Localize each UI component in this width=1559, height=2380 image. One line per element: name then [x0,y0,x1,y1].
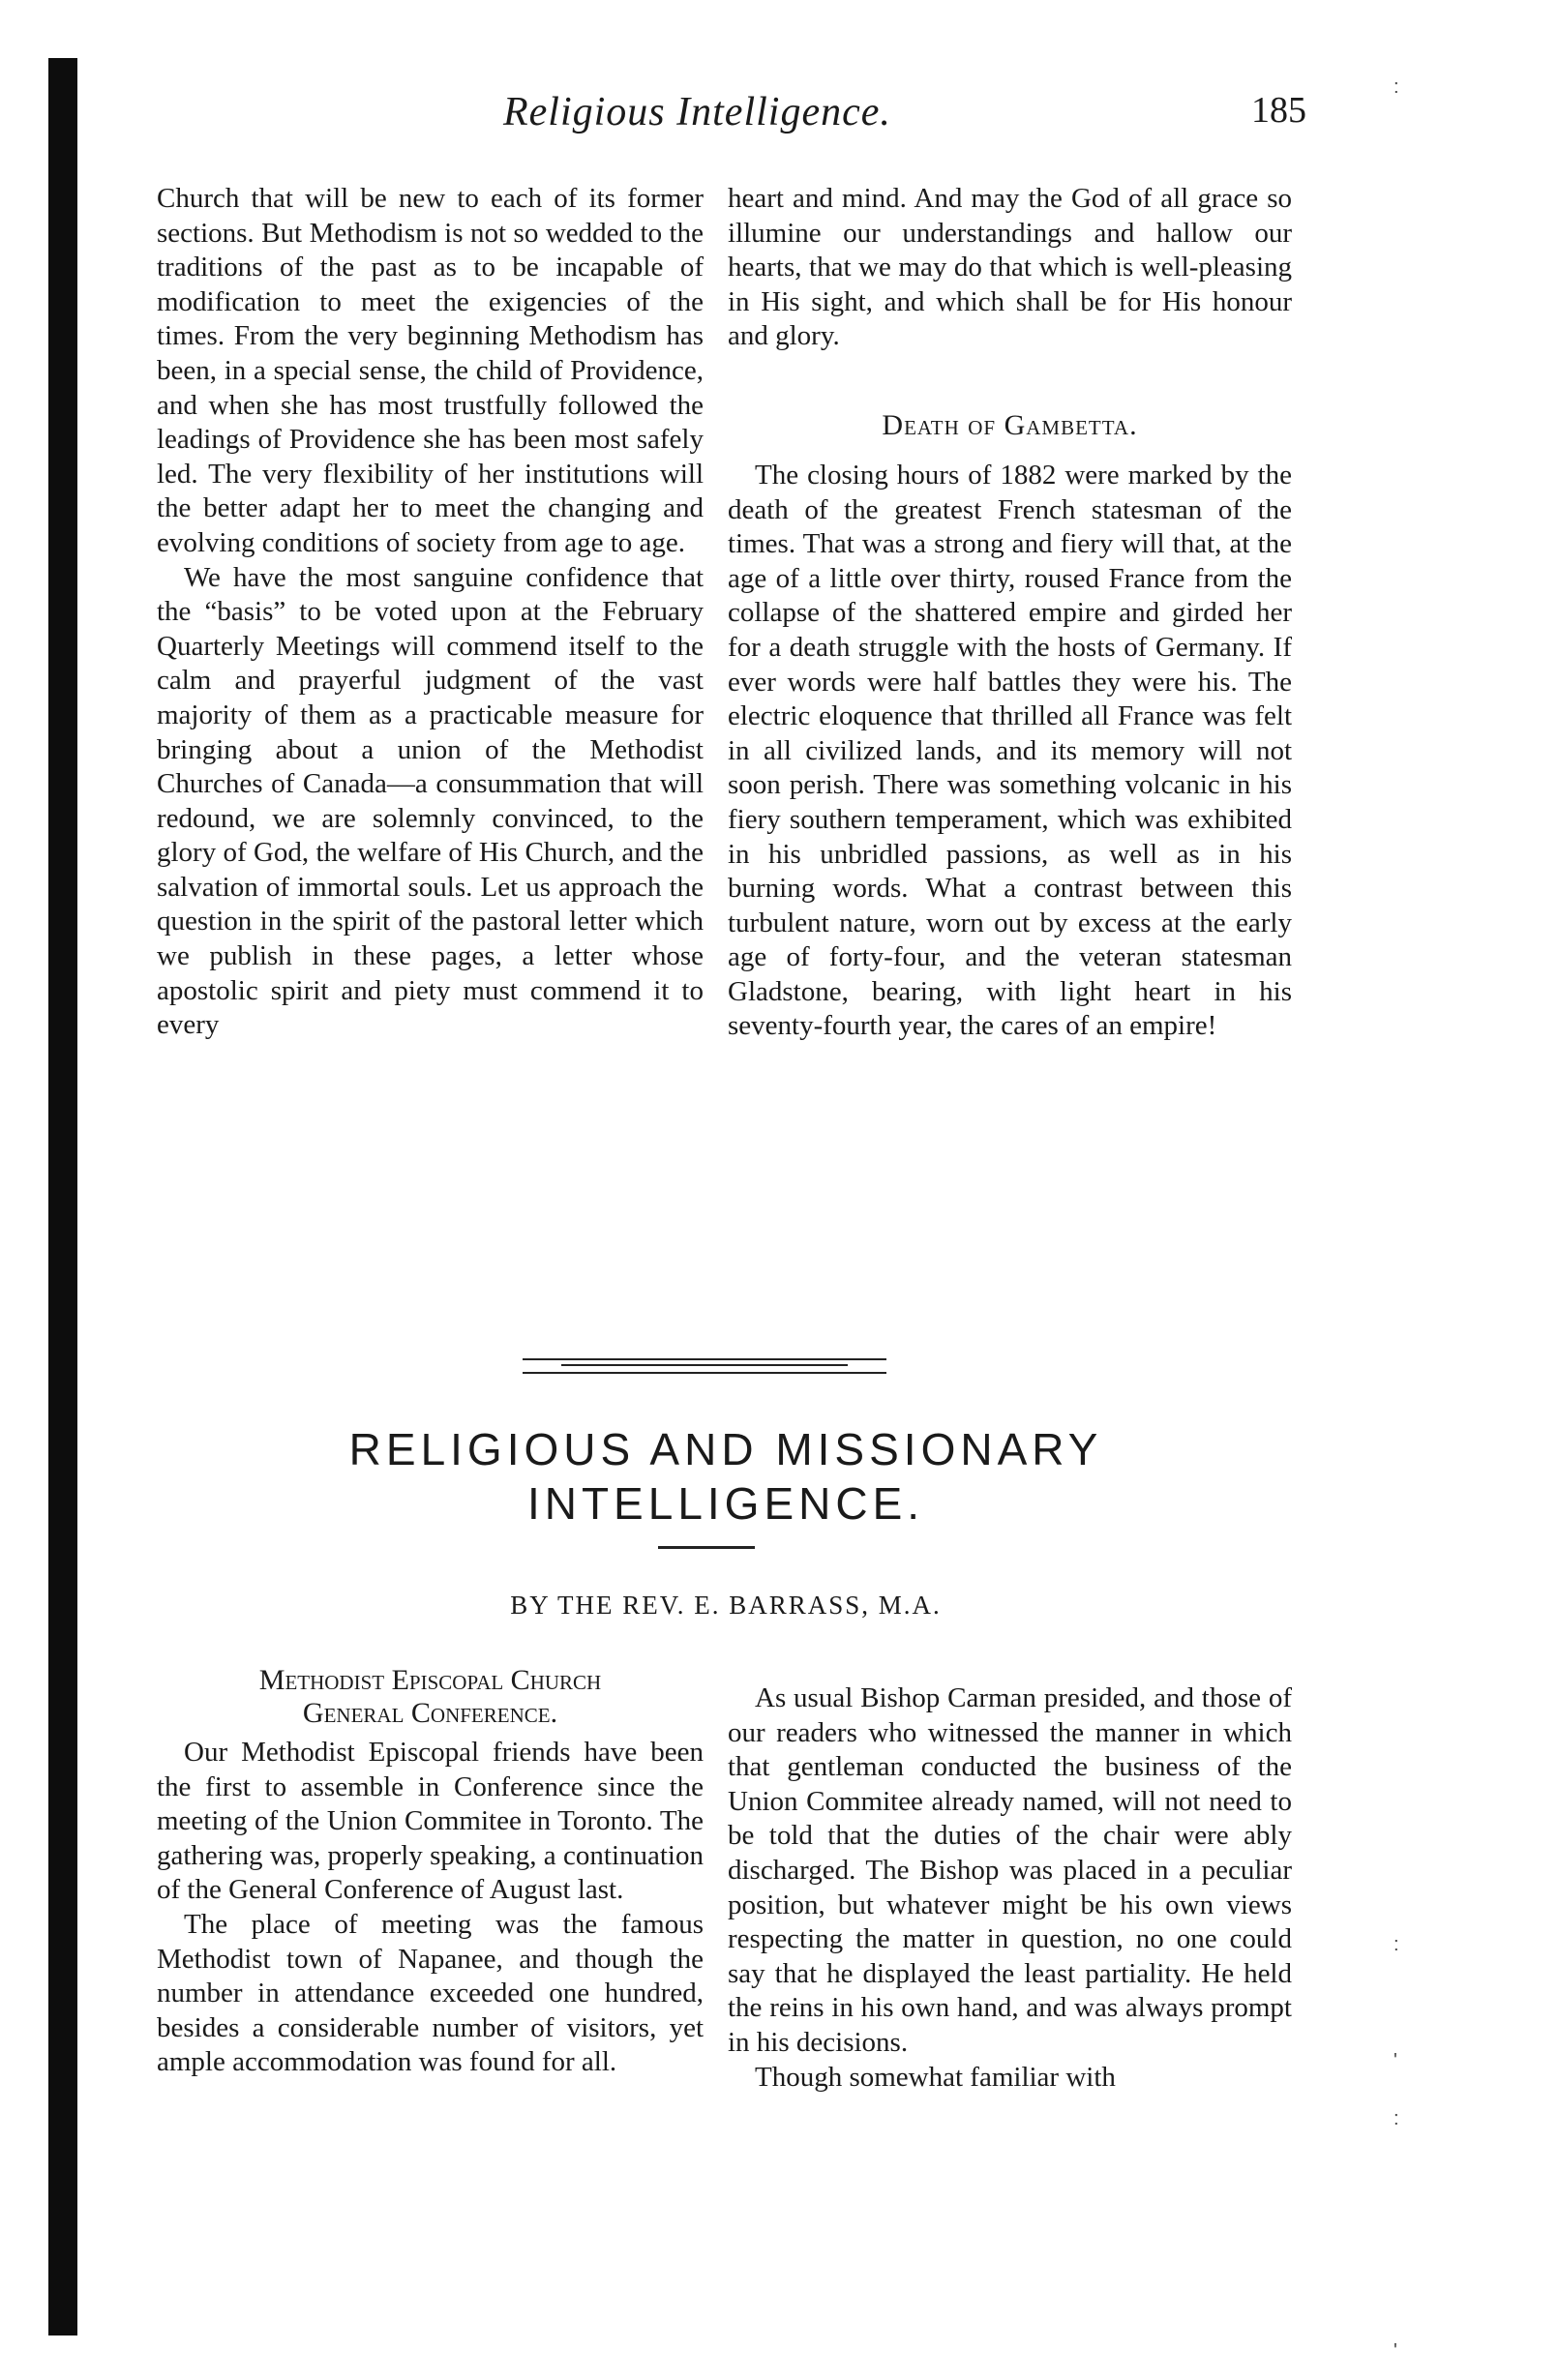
running-head [503,89,1306,147]
paragraph: As usual Bishop Carman presided, and those of our readers who witnessed the manner in which that gentleman conducted the business of the Union Commitee already named, will not need to be told that the duties of the chair were ably discharged. The Bishop was placed in a peculiar position, but whatever might be his own views respecting the matter in question, no one could say that he displayed the least partiality. He held the reins in his own hand, and was always prompt in his decisions. [728,1682,1292,2058]
title-rule [658,1546,755,1549]
paragraph: Though somewhat familiar with [755,2061,1116,2093]
byline: BY THE REV. E. BARRASS, M.A. [510,1591,942,1620]
section-divider [523,1358,886,1374]
scan-edge-marks: : : ' : ' [1394,76,1399,2362]
subsection-heading-line-1: Methodist Episcopal Church [258,1664,602,1696]
top-right-column [728,182,1292,1044]
bottom-left-column [157,1664,704,2080]
bottom-right-column [728,1681,1292,2095]
paragraph: We have the most sanguine confidence that the “basis” to be voted upon at the February Quarterly Meetings will commend itself to the calm and prayerful judgment of the vast majority of them as a practicable measure for bringing about a union of the Methodist Churches of Canada—a consummation that will redound, we are solemnly convinced, to the glory of God, the welfare of His Church, and the salvation of immortal souls. Let us approach the question in the spirit of the pastoral letter which we publish in these pages, a letter whose apostolic spirit and piety must commend it to every [157,561,704,1041]
main-section-title [155,1422,1297,1531]
paragraph: heart and mind. And may the God of all grace so illumine our understandings and hallow our hearts, that we may do that which is well-pleasing in His sight, and which shall be for His honour and glory. [728,183,1292,352]
running-head-title: Religious Intelligence. [503,90,891,134]
paragraph: The place of meeting was the famous Methodist town of Napanee, and though the number in attendance exceeded one hundred, besides a considerable number of visitors, yet ample accommodation was found for all. [157,1908,704,2078]
page-number: 185 [1251,90,1306,131]
section-heading: Death of Gambetta. [882,408,1138,441]
top-left-column [157,182,704,1043]
paragraph: Our Methodist Episcopal friends have been the first to assemble in Conference since the meeting of the Union Commitee in Toronto. The gathering was, properly speaking, a continuation of the General Conference of August last. [157,1737,704,1906]
scan-binding-edge [48,58,77,2335]
main-title-line-1: RELIGIOUS AND MISSIONARY [348,1424,1103,1474]
subsection-heading [157,1664,704,1730]
paragraph: The closing hours of 1882 were marked by the death of the greatest French statesman of the times. That was a strong and fiery will that, at the age of a little over thirty, roused France from the collapse of the shattered empire and girded her for a death struggle with the hosts of Germany. If ever words were half battles they were his. The electric eloquence that thrilled all France was felt in all civilized lands, and its memory will not soon perish. There was something volcanic in his fiery southern temperament, which was exhibited in his unbridled passions, as well as in his burning words. What a contrast between this turbulent nature, worn out by excess at the early age of forty-four, and the veteran statesman Gladstone, bearing, with light heart in his seventy-fourth year, the cares of an empire! [728,459,1292,1042]
main-title-line-2: INTELLIGENCE. [526,1478,925,1529]
paragraph: Church that will be new to each of its former sections. But Methodism is not so wedded to the traditions of the past as to be incapable of modification to meet the exigencies of the times. From the very beginning Methodism has been, in a special sense, the child of Providence, and when she has most trustfully followed the leadings of Providence she has been most safely led. The very flexibility of her institutions will the better adapt her to meet the changing and evolving conditions of society from age to age. [157,183,704,558]
subsection-heading-line-2: General Conference. [302,1697,558,1729]
